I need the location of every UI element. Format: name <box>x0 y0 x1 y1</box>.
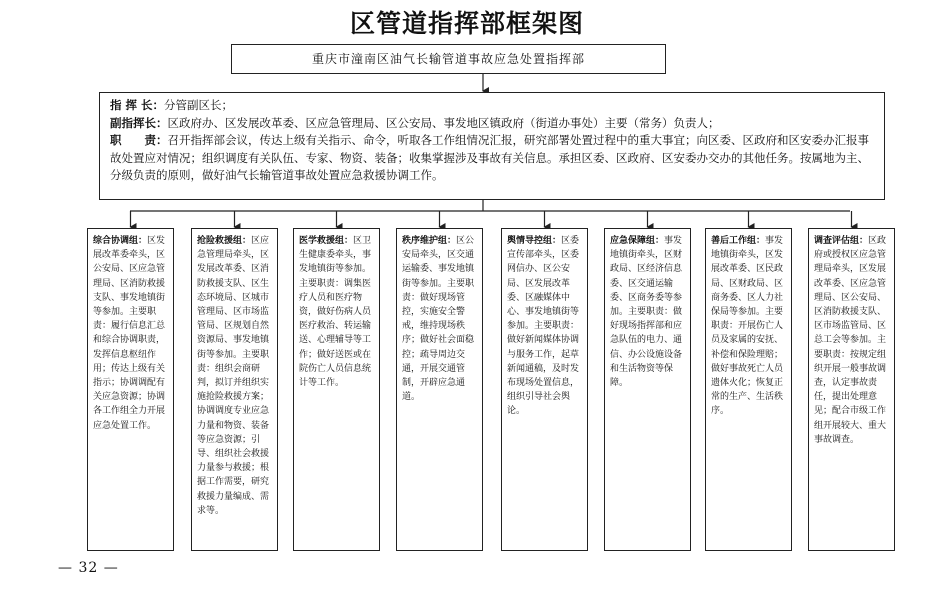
group-box-rescue <box>191 228 278 551</box>
headquarters-box: 重庆市潼南区油气长输管道事故应急处置指挥部 <box>231 44 666 74</box>
group-name: 应急保障组： <box>610 236 665 246</box>
group-name: 舆情导控组： <box>507 236 562 246</box>
group-text: 区公安局牵头，区交通运输委、事发地镇街等参加。主要职责：做好现场管控，实施安全警戒，维持现场秩序；做好社会面稳控；疏导周边交通，开展交通管制，开辟应急通道。 <box>402 236 475 403</box>
group-text: 区发展改革委牵头，区公安局、区应急管理局、区消防救援支队、事发地镇街等参加。主要职责：履行信息汇总和综合协调职责，发挥信息枢纽作用；传达上级有关指示；协调调配有关应急资源；协调各工作组全力开展应急处置工作。 <box>93 236 166 431</box>
commander-label: 指 挥 长： <box>110 98 165 112</box>
commander-value: 分管副区长； <box>164 98 234 112</box>
group-name: 医学救援组： <box>299 236 354 246</box>
duty-value: 召开指挥部会议，传达上级有关指示、命令，听取各工作组情况汇报，研究部署处置过程中的重大事宜；向区委、区政府和区安委办汇报事故处置应对情况；组织调度有关队伍、专家、物资、装备；收集掌握涉及事故有关信息。承担区委、区政府、区安委办交办的其他任务。按属地为主、分级负责的原则，做好油气长输管道事故处置应急救援协调工作。 <box>110 133 869 182</box>
group-box-investigation <box>808 228 895 551</box>
group-box-medical <box>293 228 380 551</box>
group-name: 综合协调组： <box>93 236 148 246</box>
group-box-comprehensive <box>87 228 174 551</box>
group-name: 善后工作组： <box>711 236 766 246</box>
group-arrows <box>131 211 852 227</box>
group-box-support <box>604 228 691 551</box>
group-name: 抢险救援组： <box>197 236 252 246</box>
commander-row <box>110 97 874 115</box>
group-text: 区政府或授权区应急管理局牵头，区发展改革委、区应急管理局、区公安局、区消防救援支队、区市场监管局、区总工会等参加。主要职责：按规定组织开展一般事故调查，认定事故责任，提出处理意见；配合市级工作组开展较大、重大事故调查。 <box>814 236 887 445</box>
deputy-row <box>110 115 874 133</box>
deputy-label: 副指挥长： <box>110 115 168 130</box>
group-text: 区应急管理局牵头，区发展改革委、区消防救援支队、区生态环境局、区城市管理局、区市场监管局、区规划自然资源局、事发地镇街等参加。主要职责：组织会商研判，拟订并组织实施抢险救援方案；协调调度专业应急力量和物资、装备等应急资源；引导、组织社会救援力量参与救援；根据工作需要，研究救援力量编成、需求等。 <box>197 236 270 516</box>
command-box <box>99 92 885 200</box>
group-box-public-opinion <box>501 228 588 551</box>
group-name: 秩序维护组： <box>402 236 457 246</box>
duty-label: 职 责： <box>110 133 168 147</box>
duty-row <box>110 132 874 185</box>
group-box-order <box>396 228 483 551</box>
group-name: 调查评估组： <box>814 236 869 246</box>
group-text: 事发地镇街牵头，区财政局、区经济信息委、区交通运输委、区商务委等参加。主要职责：做好现场指挥部和应急队伍的电力、通信、办公设施设备和生活物资等保障。 <box>610 236 683 389</box>
group-box-aftermath <box>705 228 792 551</box>
group-text: 区委宣传部牵头，区委网信办、区公安局、区发展改革委、区融媒体中心、事发地镇街等参加。主要职责：做好新闻媒体协调与服务工作，起草新闻通稿，及时发布现场处置信息，组织引导社会舆论。 <box>507 236 580 417</box>
group-text: 事发地镇街牵头，区发展改革委、区民政局、区财政局、区商务委、区人力社保局等参加。主要职责：开展伤亡人员及家属的安抚、补偿和保险理赔；做好事故死亡人员遗体火化；恢复正常的生产、生活秩序。 <box>711 236 784 417</box>
page-number: — 32 — <box>58 560 119 576</box>
group-text: 区卫生健康委牵头，事发地镇街等参加。主要职责：调集医疗人员和医疗物资，做好伤病人员医疗救治、转运输送、心理辅导等工作；做好送医或在院伤亡人员信息统计等工作。 <box>299 236 372 389</box>
deputy-value: 区政府办、区发展改革委、区应急管理局、区公安局、事发地区镇政府（街道办事处）主要（常务）负责人； <box>167 115 720 130</box>
page-title: 区管道指挥部框架图 <box>349 9 584 38</box>
